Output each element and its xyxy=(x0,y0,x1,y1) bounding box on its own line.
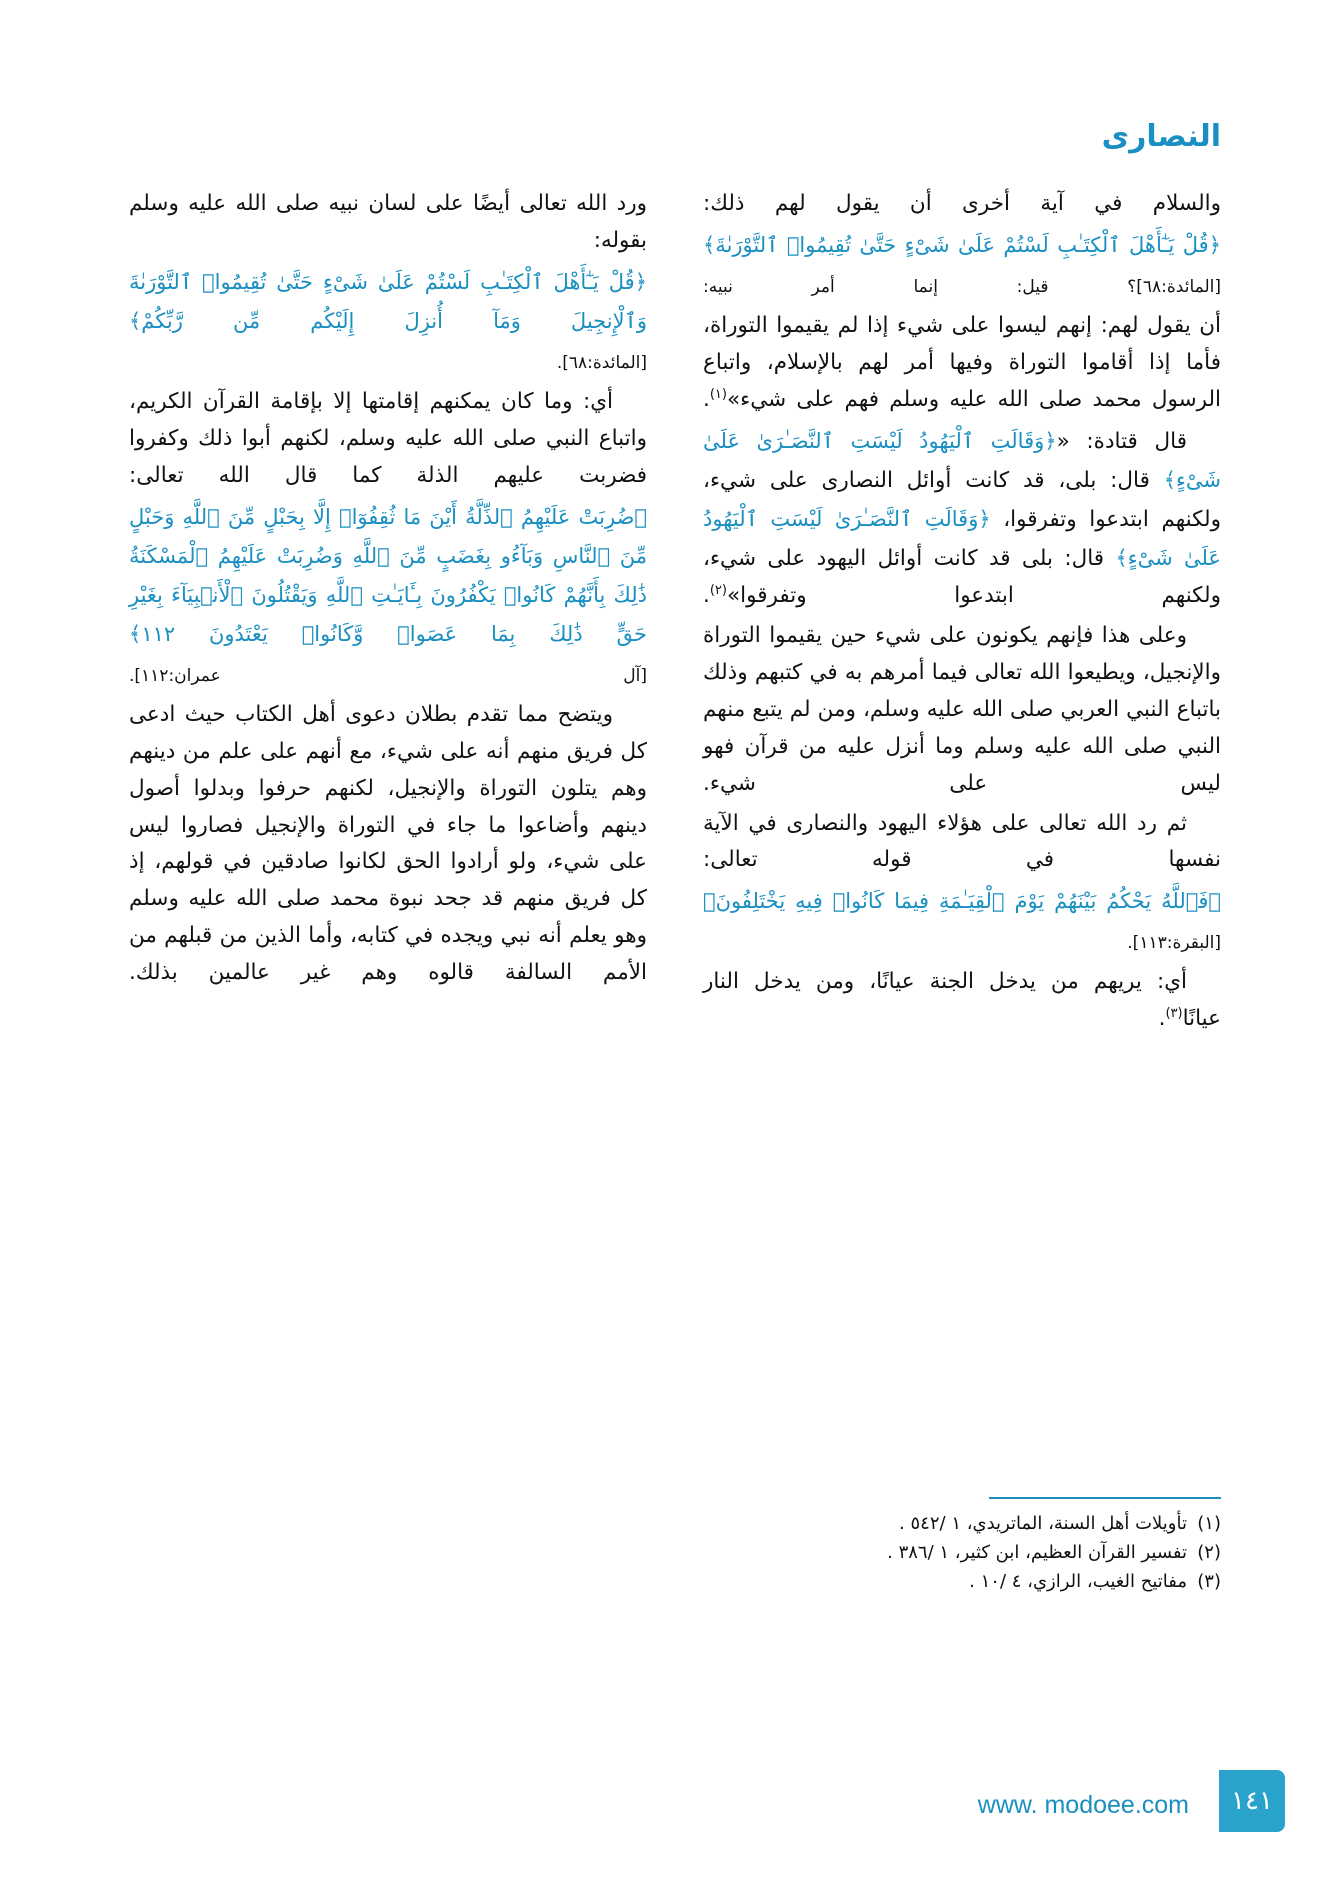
paragraph xyxy=(703,618,1221,803)
paragraph-text: وعلى هذا فإنهم يكونون على شيء حين يقيموا التوراة والإنجيل، ويطيعوا الله تعالى فيما أمرهم به في كتبهم وذلك باتباع النبي العربي صلى الله عليه وسلم، ومن لم يتبع منهم النبي صلى الله عليه وسلم وما أنزل عليه من قرآن فهو ليس على شيء. xyxy=(703,622,1221,796)
quran-verse: ﴿ضُرِبَتْ عَلَيْهِمُ ٱلذِّلَّةُ أَيْنَ مَا ثُقِفُوٓا۟ إِلَّا بِحَبْلٍ مِّنَ ٱللَّهِ وَحَبْلٍ مِّنَ ٱلنَّاسِ وَبَآءُو بِغَضَبٍ مِّنَ ٱللَّهِ وَضُرِبَتْ عَلَيْهِمُ ٱلْمَسْكَنَةُ ذَٰلِكَ بِأَنَّهُمْ كَانُوا۟ يَكْفُرُونَ بِـَٔايَـٰتِ ٱللَّهِ وَيَقْتُلُونَ ٱلْأَنۢبِيَآءَ بِغَيْرِ حَقٍّ ذَٰلِكَ بِمَا عَصَوا۟ وَّكَانُوا۟ يَعْتَدُونَ ١١٢﴾ xyxy=(129,504,647,646)
paragraph xyxy=(129,384,647,495)
footnote-number: (٣) xyxy=(1197,1570,1221,1592)
paragraph-text: ثم رد الله تعالى على هؤلاء اليهود والنصارى في الآية نفسها في قوله تعالى: xyxy=(703,810,1221,873)
paragraph-text: والسلام في آية أخرى أن يقول لهم ذلك: xyxy=(703,191,1221,216)
paragraph-text: أي: وما كان يمكنهم إقامتها إلا بإقامة القرآن الكريم، واتباع النبي صلى الله عليه وسلم، لكنهم أبوا ذلك وكفروا فضربت عليهم الذلة كما قال الله تعالى: xyxy=(129,388,647,488)
quran-verse: ﴿قُلْ يَـٰٓأَهْلَ ٱلْكِتَـٰبِ لَسْتُمْ عَلَىٰ شَىْءٍ حَتَّىٰ تُقِيمُوا۟ ٱلتَّوْرَىٰةَ وَٱلْإِنجِيلَ وَمَآ أُنزِلَ إِلَيْكُم مِّن رَّبِّكُمْ﴾ xyxy=(129,269,647,333)
column-right xyxy=(703,186,1221,1596)
page-header xyxy=(118,119,1221,166)
verse-reference: [آل عمران:١١٢]. xyxy=(129,665,647,686)
paragraph xyxy=(129,186,647,260)
footnote-marker-1: (١) xyxy=(709,386,727,402)
verse-reference-paragraph xyxy=(703,268,1221,305)
paragraph-text: ويتضح مما تقدم بطلان دعوى أهل الكتاب حيث ادعى كل فريق منهم أنه على شيء، مع أنهم على علم من دينهم وهم يتلون التوراة والإنجيل، لكنهم حرفوا وبدلوا أصول دينهم وأضاعوا ما جاء في التوراة والإنجيل فصاروا ليس على شيء، ولو أرادوا الحق لكانوا صادقين في قولهم، إذ كل فريق منهم قد جحد نبوة محمد صلى الله عليه وسلم وهو يعلم أنه نبي ويجده في كتابه، وأما الذين من قبلهم من الأمم السالفة قالوه وهم غير عالمين بذلك. xyxy=(129,701,647,986)
paragraph-text: أن يقول لهم: إنهم ليسوا على شيء إذا لم يقيموا التوراة، فأما إذا أقاموا التوراة وفيها أمر لهم بالإسلام، واتباع الرسول محمد صلى الله عليه وسلم فهم على شيء» xyxy=(703,312,1221,412)
paragraph-text: أي: يريهم من يدخل الجنة عيانًا، ومن يدخل النار عيانًا xyxy=(703,969,1221,1032)
paragraph xyxy=(129,697,647,993)
footnote-divider xyxy=(989,1497,1221,1499)
quran-quote-paragraph xyxy=(703,882,1221,921)
paragraph-text: قال قتادة: « xyxy=(1056,428,1187,454)
page-title: النصارى xyxy=(1101,119,1221,154)
footnote-number: (٢) xyxy=(1197,1541,1221,1563)
quran-verse: ﴿وَقَالَتِ ٱلنَّصَـٰرَىٰ لَيْسَتِ ٱلْيَهُودُ عَلَىٰ شَىْءٍ﴾ xyxy=(703,506,1221,570)
paragraph-text: قال: بلى، قد كانت أوائل النصارى على شيء، ولكنهم ابتدعوا وتفرقوا، xyxy=(703,467,1221,532)
paragraph xyxy=(703,186,1221,223)
paragraph-text: قال: بلى قد كانت أوائل اليهود على شيء، ولكنهم ابتدعوا وتفرقوا» xyxy=(703,545,1221,608)
paragraph xyxy=(703,806,1221,880)
verse-reference-paragraph xyxy=(129,344,647,381)
paragraph: أن يقول لهم: إنهم ليسوا على شيء إذا لم يقيموا التوراة، فأما إذا أقاموا التوراة وفيها أمر لهم بالإسلام، واتباع الرسول محمد صلى الله عليه وسلم فهم على شيء»$^{(١)}$. xyxy=(703,312,1221,412)
footnote-item xyxy=(703,1567,1221,1596)
footnote-item xyxy=(703,1538,1221,1567)
footnote-text: تأويلات أهل السنة، الماتريدي، ١ /٥٤٢ . xyxy=(899,1512,1187,1534)
footnotes-block xyxy=(703,1497,1221,1596)
column-left xyxy=(129,186,647,1596)
footnote-number: (١) xyxy=(1197,1512,1221,1534)
verse-reference: [البقرة:١١٣]. xyxy=(1127,933,1221,954)
verse-reference-paragraph xyxy=(703,924,1221,961)
quran-quote-paragraph xyxy=(129,498,647,654)
quran-quote-paragraph xyxy=(129,263,647,341)
quran-verse: ﴿وَقَالَتِ ٱلْيَهُودُ لَيْسَتِ ٱلنَّصَـٰرَىٰ عَلَىٰ شَىْءٍ﴾ xyxy=(703,428,1221,492)
quran-verse: ﴿فَٱللَّهُ يَحْكُمُ بَيْنَهُمْ يَوْمَ ٱلْقِيَـٰمَةِ فِيمَا كَانُوا۟ فِيهِ يَخْتَلِفُونَ﴾ xyxy=(703,889,1221,914)
website-url[interactable]: www. modoee.com xyxy=(977,1791,1189,1819)
footnote-marker-2: (٢) xyxy=(709,582,727,598)
footnote-marker-3: (٣) xyxy=(1165,1006,1183,1022)
page-number: ١٤١ xyxy=(1231,1786,1273,1816)
quran-verse: ﴿قُلْ يَـٰٓأَهْلَ ٱلْكِتَـٰبِ لَسْتُمْ عَلَىٰ شَىْءٍ حَتَّىٰ تُقِيمُوا۟ ٱلتَّوْرَىٰةَ﴾ xyxy=(703,232,1221,257)
verse-reference: [المائدة:٦٨]؟ قيل: إنما أمر نبيه: xyxy=(703,276,1221,297)
footnote-item xyxy=(703,1509,1221,1538)
footnote-text: مفاتيح الغيب، الرازي، ٤ /١٠ . xyxy=(969,1570,1187,1592)
verse-reference-paragraph xyxy=(129,657,647,694)
page-footer xyxy=(0,1740,1339,1890)
quran-quote-paragraph xyxy=(703,226,1221,265)
page-number-tab xyxy=(1219,1770,1285,1832)
verse-reference: [المائدة:٦٨]. xyxy=(556,352,647,373)
paragraph-text: ورد الله تعالى أيضًا على لسان نبيه صلى الله عليه وسلم بقوله: xyxy=(129,191,647,253)
text-columns xyxy=(118,186,1221,1596)
paragraph: أي: يريهم من يدخل الجنة عيانًا، ومن يدخل النار عيانًا$^{(٣)}$. xyxy=(703,969,1221,1032)
paragraph: قال قتادة: «﴿وَقَالَتِ ٱلْيَهُودُ لَيْسَتِ ٱلنَّصَـٰرَىٰ عَلَىٰ شَىْءٍ﴾ قال: بلى، قد كانت أوائل النصارى على شيء، ولكنهم ابتدعوا وتفرقوا، ﴿وَقَالَتِ ٱلنَّصَـٰرَىٰ لَيْسَتِ ٱلْيَهُودُ عَلَىٰ شَىْءٍ﴾ قال: بلى قد كانت أوائل اليهود على شيء، ولكنهم ابتدعوا وتفرقوا»$^{(٢)}$. xyxy=(703,428,1221,608)
footnote-text: تفسير القرآن العظيم، ابن كثير، ١ /٣٨٦ . xyxy=(887,1541,1187,1563)
